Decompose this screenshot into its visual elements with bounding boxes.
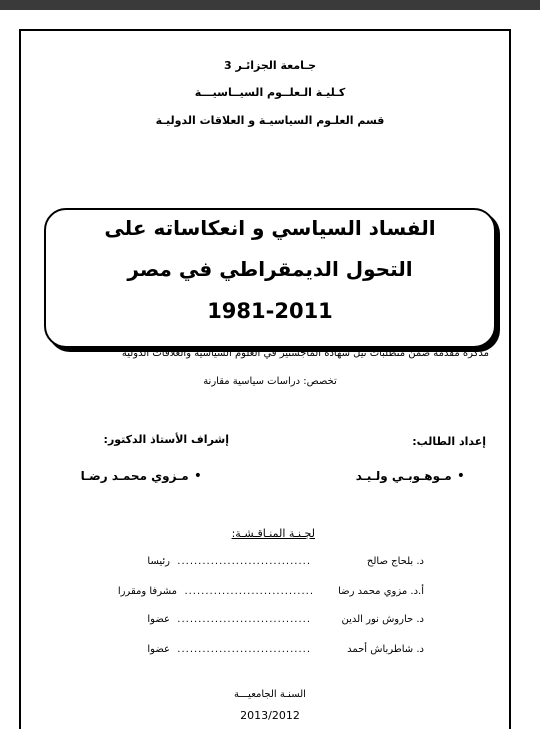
jury-member-1-dots: ................................ <box>177 556 311 567</box>
thesis-specialty: تخصص: دراسات سياسية مقارنة <box>203 376 337 387</box>
supervisor-name: مـزوي محمـد رضـا <box>80 469 189 483</box>
jury-member-4-name: د. شاطرباش أحمد <box>347 644 424 655</box>
jury-member-4-dots: ................................ <box>177 644 311 655</box>
jury-member-2-dots: ............................... <box>184 586 314 597</box>
university-name: جـامعة الجزائـر 3 <box>224 59 316 72</box>
thesis-title-line1: الفساد السياسي و انعكاساته على <box>104 216 436 240</box>
jury-member-3-name: د. حاروش نور الدين <box>341 614 424 625</box>
jury-title: لجـنـة المنـاقـشـة: <box>231 527 315 540</box>
jury-member-1-role: رئيسا <box>147 556 170 567</box>
jury-member-3-role: عضوا <box>147 614 170 625</box>
thesis-title-line2: التحول الديمقراطي في مصر <box>127 257 413 281</box>
bullet-icon: • <box>456 468 465 484</box>
supervisor-label: إشراف الأستاذ الدكتور: <box>103 433 229 446</box>
student-label: إعداد الطالب: <box>412 435 486 448</box>
jury-member-1-name: د. بلحاج صالح <box>366 556 424 567</box>
thesis-years: 1981-2011 <box>207 299 333 323</box>
faculty-name: كـليـة الـعلــوم السيــاسيـــة <box>194 86 346 99</box>
department-name: قسم العلـوم السياسيـة و العلاقات الدوليـة <box>155 114 385 127</box>
bullet-icon: • <box>193 468 202 484</box>
supervisor-name-row <box>81 465 202 484</box>
thesis-description: مذكرة مقدمة ضمن متطلبات نيل شهادة الماجستير في العلوم السياسية والعلاقات الدولية <box>121 348 489 359</box>
student-name-row <box>356 465 465 484</box>
academic-year-value: 2013/2012 <box>240 709 300 722</box>
student-name: مـوهـوبـي ولـيـد <box>355 469 452 483</box>
jury-member-2-role: مشرفا ومقررا <box>117 586 177 597</box>
jury-member-2-name: أ.د. مزوي محمد رضا <box>338 586 424 597</box>
thesis-cover-page <box>0 10 540 730</box>
jury-member-3-dots: ................................ <box>177 614 311 625</box>
academic-year-label: السنـة الجامعيـــة <box>234 689 306 700</box>
jury-member-4-role: عضوا <box>147 644 170 655</box>
